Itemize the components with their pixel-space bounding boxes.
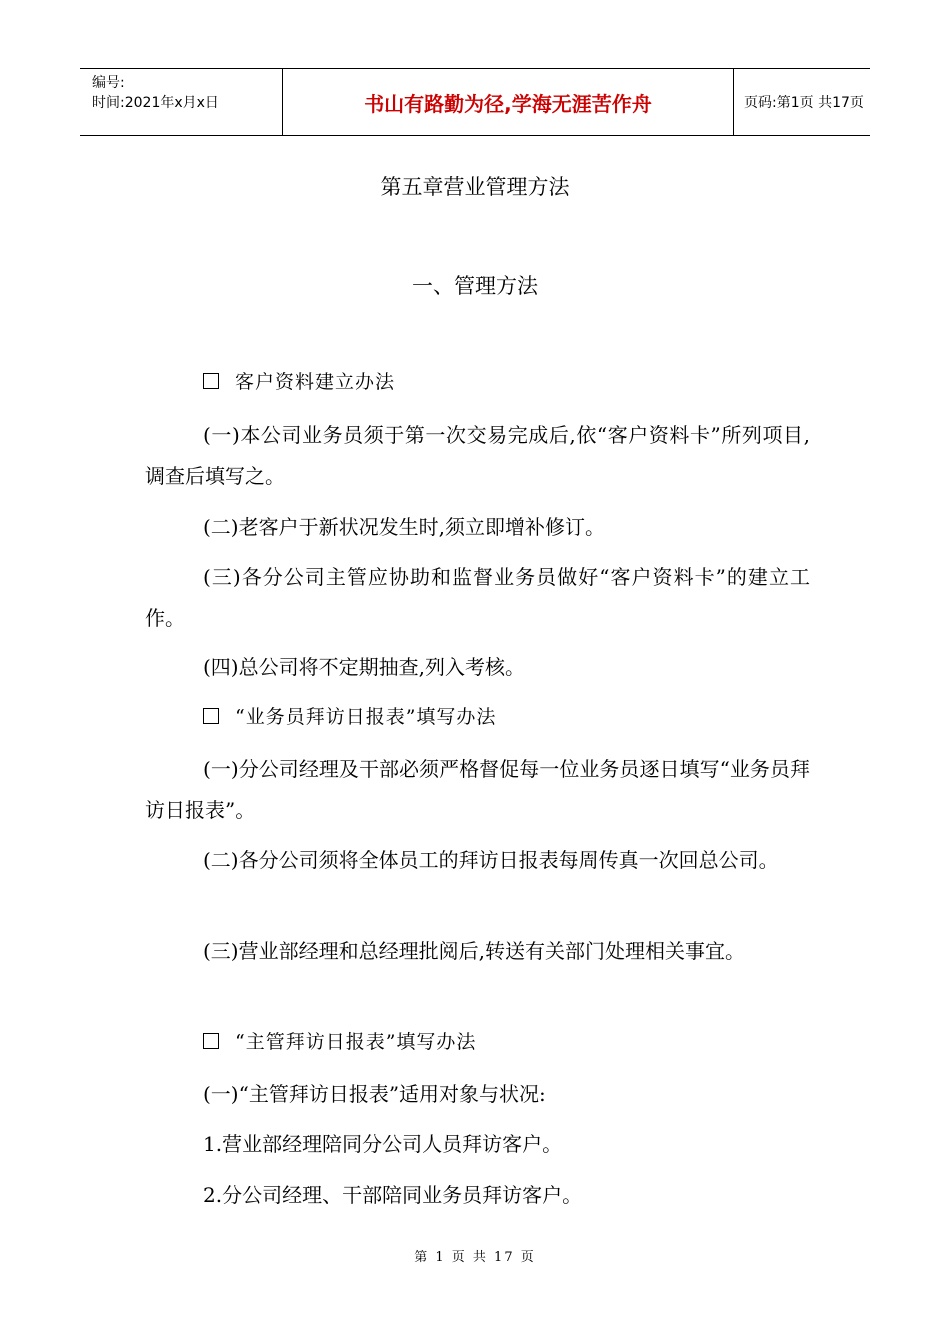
paragraph: (三)营业部经理和总经理批阅后,转送有关部门处理相关事宜。 [203,939,745,963]
subheading-text: 客户资料建立办法 [235,371,396,393]
paragraph: 2.分公司经理、干部陪同业务员拜访客户。 [203,1183,583,1207]
paragraph: (四)总公司将不定期抽查,列入考核。 [203,655,525,679]
checkbox-icon [203,1033,219,1049]
subheading-customer-data [145,362,810,403]
section-title: 一、管理方法 [412,274,538,298]
paragraph: (一)“主管拜访日报表”适用对象与状况: [203,1082,546,1106]
paragraph: (二)各分公司须将全体员工的拜访日报表每周传真一次回总公司。 [203,848,779,872]
subheading-text: “主管拜访日报表”填写办法 [235,1031,477,1053]
header-meta [80,69,282,135]
subheading-supervisor-report [145,1022,810,1063]
paragraph: (一)本公司业务员须于第一次交易完成后,依“客户资料卡”所列项目,调查后填写之。 [145,423,810,488]
checkbox-icon [203,708,219,724]
header-time-label: 时间:2021年x月x日 [92,95,219,111]
subheading-salesman-report [145,697,810,738]
paragraph: (一)分公司经理及干部必须严格督促每一位业务员逐日填写“业务员拜访日报表”。 [145,757,810,822]
paragraph: (二)老客户于新状况发生时,须立即增补修订。 [203,515,605,539]
header-motto: 书山有路勤为径,学海无涯苦作舟 [282,69,734,135]
page-footer: 第 1 页 共 17 页 [414,1250,536,1265]
document-header [80,68,870,136]
header-page-info: 页码:第1页 共17页 [744,95,864,111]
chapter-title: 第五章营业管理方法 [380,175,570,199]
header-number-label: 编号: [92,75,125,91]
subheading-text: “业务员拜访日报表”填写办法 [235,706,497,728]
checkbox-icon [203,373,219,389]
paragraph: (三)各分公司主管应协助和监督业务员做好“客户资料卡”的建立工作。 [145,565,810,630]
paragraph: 1.营业部经理陪同分公司人员拜访客户。 [203,1132,563,1156]
